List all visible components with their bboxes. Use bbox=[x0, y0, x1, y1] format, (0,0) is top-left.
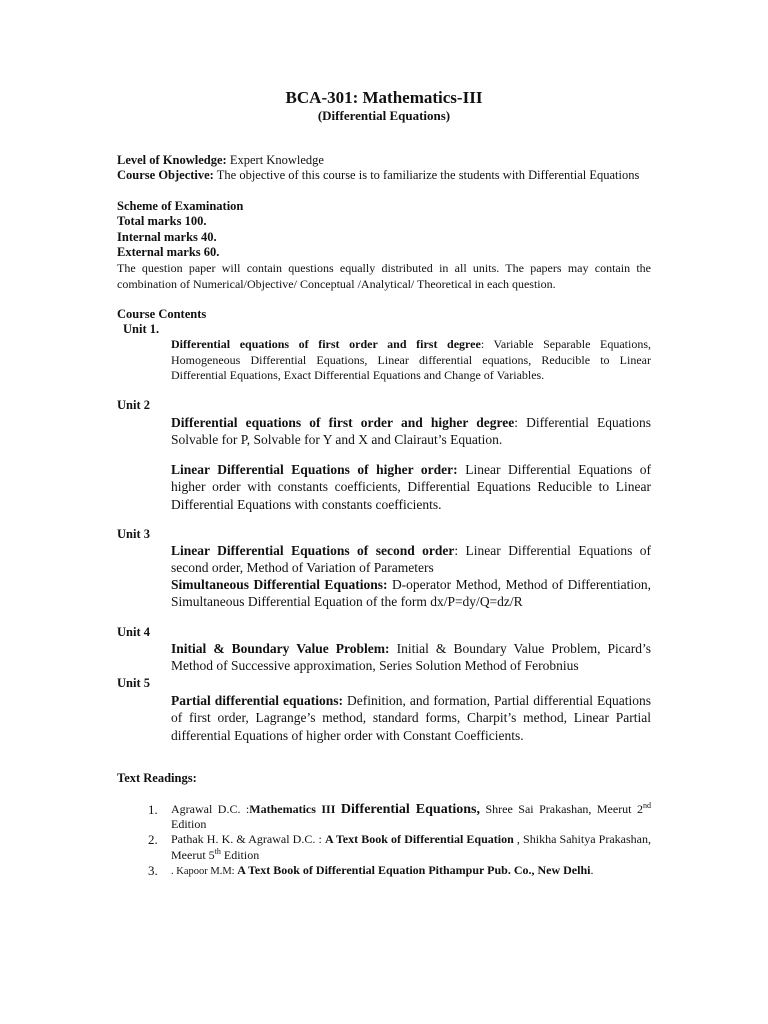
ref-author: . Kapoor M.M: bbox=[171, 865, 238, 877]
ref-number: 3. bbox=[148, 862, 158, 878]
unit-5-topic: Partial differential equations: bbox=[171, 693, 344, 708]
ref-number: 1. bbox=[148, 802, 158, 817]
ref-text bbox=[171, 832, 651, 862]
course-contents-heading: Course Contents bbox=[117, 307, 207, 321]
ref-title-part: A Text Book of Differential Equation bbox=[324, 832, 514, 847]
unit-3-topic-1: Linear Differential Equations of second order bbox=[171, 543, 455, 558]
objective-label: Course Objective: bbox=[117, 168, 214, 182]
unit-2-label: Unit 2 bbox=[117, 398, 150, 412]
ref-title-part: Differential Equations, bbox=[340, 802, 480, 817]
unit-2-content-2 bbox=[171, 461, 651, 513]
unit-1-topic: Differential equations of first order and first degree bbox=[171, 337, 481, 351]
list-item bbox=[148, 863, 651, 879]
unit-4-text: Initial & Boundary Value Problem, Picard’s Method of Successive approximation, Series Solution Method of Ferobnius bbox=[171, 641, 651, 674]
unit-2-content-1 bbox=[171, 414, 651, 449]
unit-3-label: Unit 3 bbox=[117, 527, 150, 541]
list-item bbox=[148, 832, 651, 862]
ref-author: Pathak H. K. & Agrawal D.C. : bbox=[171, 832, 325, 847]
ref-edition: Edition bbox=[220, 847, 260, 862]
reference-list bbox=[148, 802, 651, 879]
ref-text bbox=[171, 802, 651, 832]
text-readings-heading: Text Readings: bbox=[117, 771, 197, 785]
unit-3-content-2 bbox=[171, 576, 651, 611]
ref-title-part: Mathematics III bbox=[249, 802, 341, 816]
external-marks: External marks 60. bbox=[117, 244, 220, 259]
objective-value: The objective of this course is to familiarize the students with Differential Equations bbox=[213, 168, 640, 182]
unit-2-text-2: Linear Differential Equations of higher order with constants coefficients, Differential Equations Reducible to Linear Differential Equations with constants coefficients. bbox=[171, 462, 651, 512]
ref-trailing: . bbox=[590, 862, 594, 877]
unit-4-topic: Initial & Boundary Value Problem: bbox=[171, 641, 390, 656]
ref-number: 2. bbox=[148, 832, 158, 848]
unit-1-content bbox=[171, 337, 651, 384]
ref-edition: Edition bbox=[171, 817, 207, 832]
level-value: Expert Knowledge bbox=[226, 153, 324, 167]
ref-text bbox=[171, 863, 651, 879]
unit-2-topic-2: Linear Differential Equations of higher order: bbox=[171, 462, 458, 477]
ref-author: Agrawal D.C. : bbox=[171, 802, 250, 816]
unit-3-content-1 bbox=[171, 542, 651, 577]
unit-4-content bbox=[171, 640, 651, 675]
course-objective bbox=[117, 168, 651, 183]
unit-3-text-2: D-operator Method, Method of Differentiation, Simultaneous Differential Equation of the form dx/P=dy/Q=dz/R bbox=[171, 577, 651, 610]
ref-superscript: th bbox=[214, 846, 221, 856]
unit-4-label: Unit 4 bbox=[117, 625, 150, 639]
ref-title-part: A Text Book of Differential Equation Pithampur Pub. Co., New Delhi bbox=[237, 862, 591, 877]
page-title: BCA-301: Mathematics-III bbox=[285, 88, 483, 107]
unit-1-text: : Variable Separable Equations, Homogeneous Differential Equations, Linear differential equations, Reducible to Linear Differential Equations, Exact Differential Equations and Change of Variables. bbox=[171, 337, 652, 383]
unit-5-text: Definition, and formation, Partial differential Equations of first order, Lagrange’s method, standard forms, Charpit’s method, Linear Partial differential Equations of higher order with Constant Coefficients. bbox=[171, 693, 652, 743]
ref-publisher: , Shikha Sahitya Prakashan, Meerut 5 bbox=[171, 832, 651, 862]
unit-2-text-1: : Differential Equations Solvable for P, Solvable for Y and X and Clairaut’s Equation. bbox=[171, 415, 651, 448]
unit-3-topic-2: Simultaneous Differential Equations: bbox=[171, 577, 388, 592]
exam-note: The question paper will contain questions equally distributed in all units. The papers may contain the combination of Numerical/Objective/ Conceptual /Analytical/ Theoretical in each question. bbox=[117, 261, 651, 291]
total-marks: Total marks 100. bbox=[117, 214, 207, 229]
level-label: Level of Knowledge: bbox=[117, 153, 227, 167]
unit-2-topic-1: Differential equations of first order and higher degree bbox=[171, 415, 515, 430]
internal-marks: Internal marks 40. bbox=[117, 229, 217, 244]
scheme-heading: Scheme of Examination bbox=[117, 199, 244, 213]
level-of-knowledge bbox=[117, 153, 651, 168]
page-subtitle: (Differential Equations) bbox=[317, 108, 451, 123]
exam-scheme bbox=[117, 199, 651, 260]
list-item bbox=[148, 802, 651, 832]
ref-publisher: Shree Sai Prakashan, Meerut 2 bbox=[480, 802, 643, 816]
unit-5-label: Unit 5 bbox=[117, 676, 150, 690]
unit-1-label: Unit 1. bbox=[123, 322, 160, 336]
ref-superscript: nd bbox=[643, 801, 651, 810]
unit-5-content bbox=[171, 692, 651, 744]
unit-3-text-1: : Linear Differential Equations of second order, Method of Variation of Parameters bbox=[171, 543, 652, 576]
